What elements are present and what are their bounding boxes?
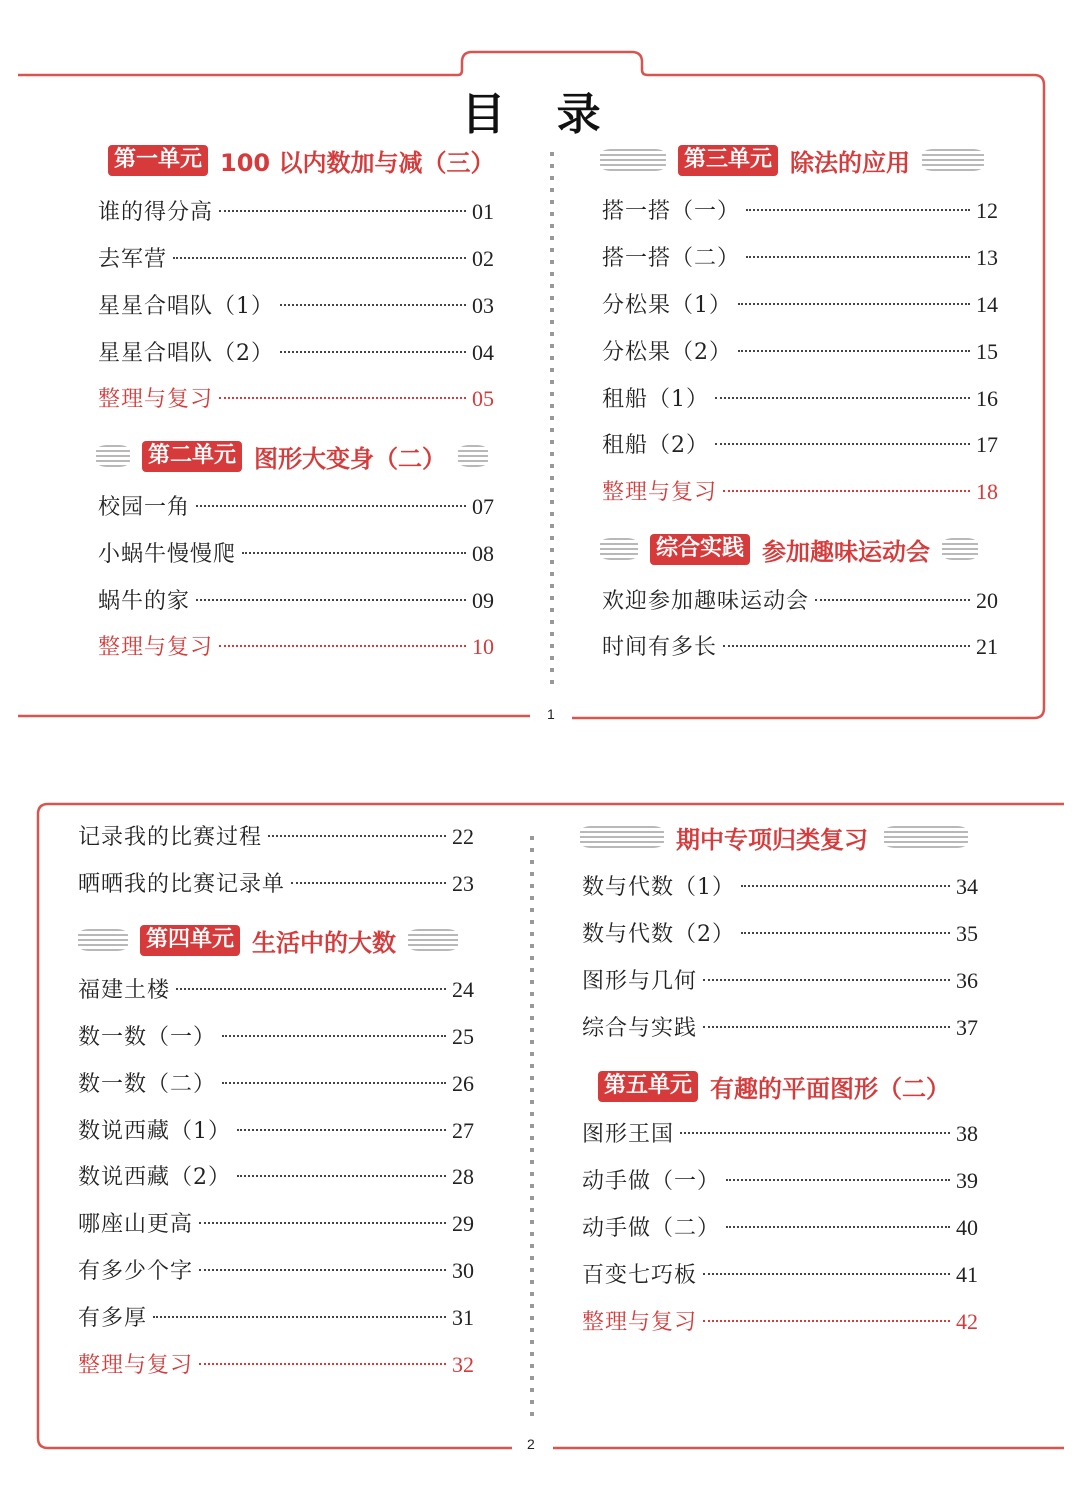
entry-page: 20 <box>976 588 998 613</box>
page-title: 目 录 <box>461 89 619 140</box>
toc-entry[interactable] <box>78 1301 474 1331</box>
leader-dots <box>726 1226 950 1228</box>
unit-header-unit2 <box>96 439 488 473</box>
page-number: 2 <box>521 1436 541 1452</box>
column-divider <box>550 152 554 687</box>
toc-entry[interactable] <box>78 1067 474 1097</box>
toc-entry[interactable] <box>602 382 998 412</box>
entry-title: 整理与复习 <box>602 480 718 505</box>
leader-dots <box>222 1082 446 1084</box>
unit-title: 100 以内数加与减（三） <box>220 148 495 177</box>
entry-title: 晒晒我的比赛记录单 <box>78 872 286 897</box>
unit-title: 生活中的大数 <box>252 928 397 957</box>
wave-ornament <box>458 445 488 467</box>
toc-entry[interactable] <box>78 1160 474 1190</box>
entry-title: 校园一角 <box>98 495 191 520</box>
entry-page: 21 <box>976 634 998 659</box>
entry-page: 32 <box>452 1352 474 1377</box>
entry-page: 30 <box>452 1258 474 1283</box>
toc-entry[interactable] <box>78 1207 474 1237</box>
leader-dots <box>196 505 466 507</box>
entry-title: 数与代数（2） <box>582 922 735 947</box>
leader-dots <box>715 443 970 445</box>
entry-page: 09 <box>472 588 494 613</box>
leader-dots <box>741 932 950 934</box>
unit-title: 参加趣味运动会 <box>762 537 931 566</box>
unit-header-midterm <box>580 820 968 854</box>
entry-page: 03 <box>472 293 494 318</box>
leader-dots <box>199 1269 446 1271</box>
entry-page: 15 <box>976 339 998 364</box>
wave-ornament <box>96 445 130 467</box>
entry-page: 16 <box>976 386 998 411</box>
unit-title: 图形大变身（二） <box>254 444 447 473</box>
entry-page: 40 <box>956 1215 978 1240</box>
toc-entry[interactable] <box>582 1117 978 1147</box>
entry-page: 10 <box>472 634 494 659</box>
unit-tag: 综合实践 <box>650 534 750 565</box>
entry-page: 35 <box>956 921 978 946</box>
leader-dots <box>176 988 446 990</box>
unit-header-unit3 <box>600 143 984 177</box>
entry-title: 整理与复习 <box>582 1310 698 1335</box>
entry-page: 38 <box>956 1121 978 1146</box>
entry-page: 18 <box>976 479 998 504</box>
toc-entry[interactable] <box>582 917 978 947</box>
entry-page: 02 <box>472 246 494 271</box>
toc-entry[interactable] <box>602 194 998 224</box>
entry-page: 01 <box>472 199 494 224</box>
entry-title: 数说西藏（1） <box>78 1119 231 1144</box>
entry-page: 07 <box>472 494 494 519</box>
entry-title: 分松果（2） <box>602 340 732 365</box>
entry-page: 41 <box>956 1262 978 1287</box>
leader-dots <box>219 645 466 647</box>
unit-tag: 第五单元 <box>598 1071 698 1102</box>
toc-entry[interactable] <box>78 1114 474 1144</box>
wave-ornament <box>408 929 458 951</box>
leader-dots <box>715 397 970 399</box>
wave-ornament <box>600 149 666 171</box>
entry-page: 05 <box>472 386 494 411</box>
entry-title: 动手做（一） <box>582 1169 721 1194</box>
unit-header-practice <box>600 532 978 566</box>
unit-tag: 第四单元 <box>140 925 240 956</box>
leader-dots <box>173 257 466 259</box>
toc-entry[interactable] <box>98 242 494 272</box>
leader-dots <box>268 835 446 837</box>
toc-entry[interactable] <box>602 428 998 458</box>
toc-entry[interactable] <box>602 584 998 614</box>
wave-ornament <box>942 538 978 560</box>
toc-entry-review[interactable] <box>602 475 998 505</box>
toc-entry[interactable] <box>78 867 474 897</box>
wave-ornament <box>78 929 128 951</box>
entry-page: 39 <box>956 1168 978 1193</box>
page-number: 1 <box>541 706 561 722</box>
toc-entry[interactable] <box>582 964 978 994</box>
entry-page: 34 <box>956 874 978 899</box>
entry-title: 数说西藏（2） <box>78 1165 231 1190</box>
entry-title: 数一数（一） <box>78 1025 217 1050</box>
entry-page: 28 <box>452 1164 474 1189</box>
entry-title: 整理与复习 <box>98 635 214 660</box>
entry-page: 27 <box>452 1118 474 1143</box>
entry-page: 08 <box>472 541 494 566</box>
entry-title: 蜗牛的家 <box>98 589 191 614</box>
entry-title: 租船（1） <box>602 387 709 412</box>
entry-page: 12 <box>976 198 998 223</box>
unit-title: 有趣的平面图形（二） <box>710 1074 951 1103</box>
entry-title: 图形与几何 <box>582 969 698 994</box>
unit-header-unit1 <box>108 143 494 177</box>
leader-dots <box>746 256 970 258</box>
unit-tag: 第一单元 <box>108 145 208 176</box>
toc-entry[interactable] <box>602 335 998 365</box>
toc-entry[interactable] <box>78 820 474 850</box>
entry-title: 搭一搭（一） <box>602 199 741 224</box>
entry-page: 25 <box>452 1024 474 1049</box>
entry-title: 去军营 <box>98 247 168 272</box>
entry-title: 租船（2） <box>602 433 709 458</box>
toc-entry[interactable] <box>582 1164 978 1194</box>
entry-page: 37 <box>956 1015 978 1040</box>
toc-entry[interactable] <box>78 1020 474 1050</box>
entry-page: 24 <box>452 977 474 1002</box>
wave-ornament <box>580 826 664 848</box>
leader-dots <box>738 303 970 305</box>
leader-dots <box>196 599 466 601</box>
entry-page: 04 <box>472 340 494 365</box>
entry-title: 有多厚 <box>78 1306 148 1331</box>
leader-dots <box>280 304 466 306</box>
toc-entry[interactable] <box>582 1011 978 1041</box>
toc-entry[interactable] <box>98 584 494 614</box>
leader-dots <box>726 1179 950 1181</box>
entry-title: 记录我的比赛过程 <box>78 825 263 850</box>
unit-title: 除法的应用 <box>790 148 911 177</box>
entry-page: 17 <box>976 432 998 457</box>
leader-dots <box>703 1320 950 1322</box>
toc-entry-review[interactable] <box>98 630 494 660</box>
toc-page-2 <box>0 790 1080 1491</box>
entry-page: 29 <box>452 1211 474 1236</box>
leader-dots <box>746 209 970 211</box>
entry-page: 13 <box>976 245 998 270</box>
entry-title: 谁的得分高 <box>98 200 214 225</box>
unit-title: 期中专项归类复习 <box>676 825 868 854</box>
unit-tag: 第二单元 <box>142 441 242 472</box>
entry-page: 36 <box>956 968 978 993</box>
toc-entry[interactable] <box>582 1258 978 1288</box>
leader-dots <box>219 397 466 399</box>
unit-tag: 第三单元 <box>678 145 778 176</box>
leader-dots <box>242 552 466 554</box>
entry-title: 欢迎参加趣味运动会 <box>602 589 810 614</box>
entry-title: 百变七巧板 <box>582 1263 698 1288</box>
entry-page: 23 <box>452 871 474 896</box>
leader-dots <box>280 351 466 353</box>
toc-page-1 <box>0 0 1080 740</box>
entry-title: 星星合唱队（2） <box>98 341 274 366</box>
column-divider <box>530 836 534 1422</box>
leader-dots <box>222 1035 446 1037</box>
leader-dots <box>199 1363 446 1365</box>
leader-dots <box>237 1175 446 1177</box>
leader-dots <box>153 1316 446 1318</box>
toc-entry[interactable] <box>602 241 998 271</box>
unit-header-unit4 <box>78 923 458 957</box>
entry-title: 整理与复习 <box>98 387 214 412</box>
wave-ornament <box>884 826 968 848</box>
entry-title: 时间有多长 <box>602 635 718 660</box>
unit-header-unit5 <box>598 1069 950 1103</box>
toc-entry-review[interactable] <box>582 1305 978 1335</box>
leader-dots <box>703 1273 950 1275</box>
leader-dots <box>741 885 950 887</box>
leader-dots <box>199 1222 446 1224</box>
toc-entry[interactable] <box>582 1211 978 1241</box>
entry-title: 福建土楼 <box>78 978 171 1003</box>
entry-title: 小蜗牛慢慢爬 <box>98 542 237 567</box>
entry-title: 哪座山更高 <box>78 1212 194 1237</box>
toc-entry[interactable] <box>78 1254 474 1284</box>
toc-entry[interactable] <box>602 288 998 318</box>
toc-entry[interactable] <box>582 870 978 900</box>
entry-title: 图形王国 <box>582 1122 675 1147</box>
leader-dots <box>815 599 970 601</box>
toc-entry[interactable] <box>98 537 494 567</box>
toc-entry[interactable] <box>98 289 494 319</box>
leader-dots <box>291 882 446 884</box>
leader-dots <box>237 1129 446 1131</box>
entry-page: 26 <box>452 1071 474 1096</box>
leader-dots <box>703 1026 950 1028</box>
entry-page: 31 <box>452 1305 474 1330</box>
wave-ornament <box>600 538 638 560</box>
entry-title: 动手做（二） <box>582 1216 721 1241</box>
leader-dots <box>703 979 950 981</box>
entry-title: 搭一搭（二） <box>602 246 741 271</box>
entry-title: 数与代数（1） <box>582 875 735 900</box>
toc-entry[interactable] <box>98 490 494 520</box>
entry-title: 星星合唱队（1） <box>98 294 274 319</box>
toc-entry[interactable] <box>98 195 494 225</box>
wave-ornament <box>922 149 984 171</box>
entry-page: 22 <box>452 824 474 849</box>
leader-dots <box>738 350 970 352</box>
leader-dots <box>723 645 970 647</box>
toc-entry[interactable] <box>78 973 474 1003</box>
entry-title: 分松果（1） <box>602 293 732 318</box>
entry-title: 综合与实践 <box>582 1016 698 1041</box>
toc-entry-review[interactable] <box>78 1348 474 1378</box>
toc-entry-review[interactable] <box>98 382 494 412</box>
leader-dots <box>219 210 466 212</box>
toc-entry[interactable] <box>98 336 494 366</box>
leader-dots <box>723 490 970 492</box>
entry-page: 42 <box>956 1309 978 1334</box>
toc-entry[interactable] <box>602 630 998 660</box>
entry-page: 14 <box>976 292 998 317</box>
entry-title: 数一数（二） <box>78 1072 217 1097</box>
entry-title: 有多少个字 <box>78 1259 194 1284</box>
leader-dots <box>680 1132 950 1134</box>
entry-title: 整理与复习 <box>78 1353 194 1378</box>
